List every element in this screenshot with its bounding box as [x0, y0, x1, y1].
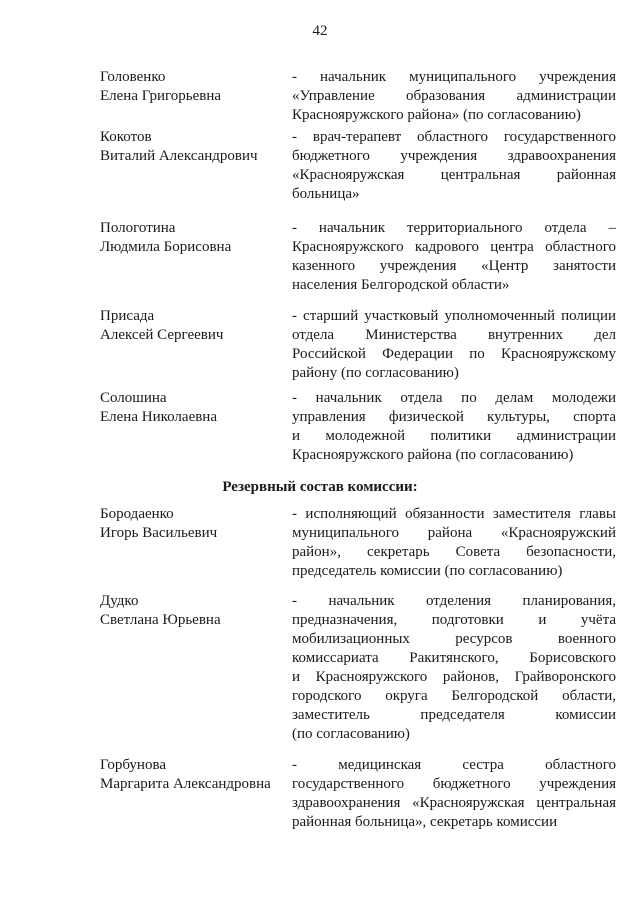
role-line: комиссариата Ракитянского, Борисовского: [292, 650, 616, 666]
member-given-names: Игорь Васильевич: [100, 525, 218, 541]
role-line: населения Белгородской области»: [292, 277, 510, 293]
role-line: - начальник территориального отдела –: [292, 220, 616, 236]
member-role: [292, 756, 616, 832]
member-surname: Дудко: [100, 593, 139, 609]
member-surname: Бородаенко: [100, 506, 174, 522]
role-line: заместитель председателя комиссии: [292, 707, 616, 723]
member-given-names: Светлана Юрьевна: [100, 612, 221, 628]
role-line: - начальник муниципального учреждения: [292, 69, 616, 85]
role-line: район», секретарь Совета безопасности,: [292, 544, 616, 560]
role-line: отдела Министерства внутренних дел: [292, 327, 616, 343]
member-given-names: Людмила Борисовна: [100, 239, 232, 255]
role-line: здравоохранения «Краснояружская центральная: [292, 795, 616, 811]
role-line: районная больница», секретарь комиссии: [292, 814, 558, 830]
role-line: управления физической культуры, спорта: [292, 409, 616, 425]
role-line: Краснояружского района» (по согласованию): [292, 107, 581, 123]
member-name: [100, 128, 280, 166]
role-line: Краснояружского кадрового центра областного: [292, 239, 616, 255]
role-line: казенного учреждения «Центр занятости: [292, 258, 616, 274]
member-role: [292, 307, 616, 383]
member-surname: Кокотов: [100, 129, 152, 145]
role-line: «Управление образования администрации: [292, 88, 616, 104]
member-role: [292, 505, 616, 581]
role-line: - начальник отделения планирования,: [292, 593, 616, 609]
role-line: городского округа Белгородской области,: [292, 688, 616, 704]
member-role: [292, 68, 616, 125]
role-line: району (по согласованию): [292, 365, 459, 381]
member-surname: Головенко: [100, 69, 166, 85]
role-line: предназначения, подготовки и учёта: [292, 612, 616, 628]
member-name: [100, 307, 280, 345]
role-line: «Краснояружская центральная районная: [292, 167, 616, 183]
role-line: мобилизационных ресурсов военного: [292, 631, 616, 647]
role-line: - начальник отдела по делам молодежи: [292, 390, 616, 406]
role-line: председатель комиссии (по согласованию): [292, 563, 563, 579]
member-role: [292, 219, 616, 295]
member-surname: Присада: [100, 308, 155, 324]
role-line: муниципального района «Краснояружский: [292, 525, 616, 541]
member-role: [292, 592, 616, 744]
member-name: [100, 592, 280, 630]
role-line: государственного бюджетного учреждения: [292, 776, 616, 792]
member-name: [100, 756, 280, 794]
role-line: - медицинская сестра областного: [292, 757, 616, 773]
role-line: бюджетного учреждения здравоохранения: [292, 148, 616, 164]
role-line: Краснояружского района (по согласованию): [292, 447, 574, 463]
reserve-section-heading: Резервный состав комиссии:: [222, 479, 418, 495]
member-role: [292, 128, 616, 204]
role-line: - исполняющий обязанности заместителя главы: [292, 506, 616, 522]
member-surname: Солошина: [100, 390, 167, 406]
member-given-names: Виталий Александрович: [100, 148, 258, 164]
role-line: - старший участковый уполномоченный полиции: [292, 308, 616, 324]
member-name: [100, 68, 280, 106]
role-line: - врач-терапевт областного государственного: [292, 129, 616, 145]
role-line: (по согласованию): [292, 726, 410, 742]
role-line: и Краснояружского районов, Грайворонского: [292, 669, 616, 685]
member-given-names: Алексей Сергеевич: [100, 327, 224, 343]
member-role: [292, 389, 616, 465]
member-name: [100, 505, 280, 543]
member-name: [100, 389, 280, 427]
member-given-names: Маргарита Александровна: [100, 776, 271, 792]
role-line: и молодежной политики администрации: [292, 428, 616, 444]
member-given-names: Елена Николаевна: [100, 409, 217, 425]
page-number: 42: [312, 23, 328, 39]
member-surname: Горбунова: [100, 757, 166, 773]
role-line: больница»: [292, 186, 360, 202]
role-line: Российской Федерации по Краснояружскому: [292, 346, 616, 362]
member-surname: Пологотина: [100, 220, 176, 236]
member-name: [100, 219, 280, 257]
member-given-names: Елена Григорьевна: [100, 88, 222, 104]
